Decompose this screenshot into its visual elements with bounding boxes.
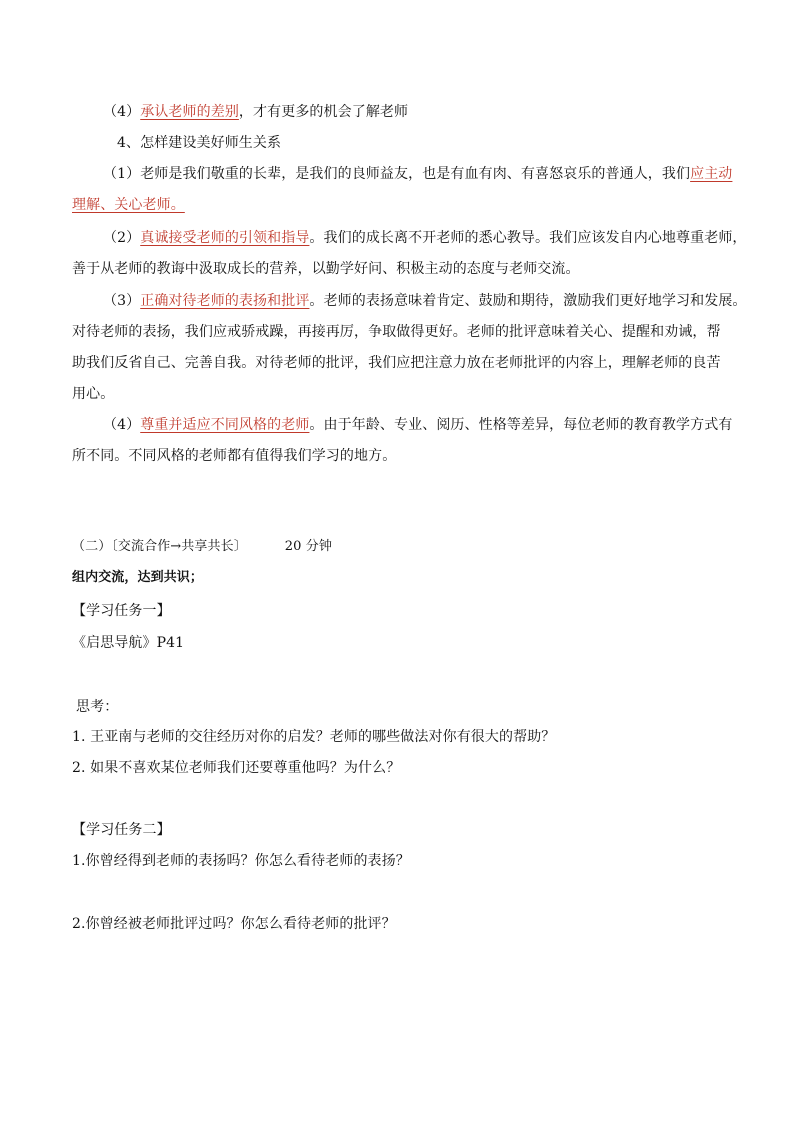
point-3-line-1 <box>103 291 747 311</box>
part-two-time: 20 分钟 <box>284 539 332 554</box>
point-1-line-1 <box>103 164 732 184</box>
section-heading: 4、怎样建设美好师生关系 <box>117 135 282 151</box>
point-4-line-2: 所不同。不同风格的老师都有值得我们学习的地方。 <box>72 448 397 464</box>
task-2-question-1: 1.你曾经得到老师的表扬吗？你怎么看待老师的表扬？ <box>72 853 410 869</box>
prev-item-4 <box>103 102 408 122</box>
task-1-reference: 《启思导航》P41 <box>72 635 185 651</box>
task-2-question-2: 2.你曾经被老师批评过吗？你怎么看待老师的批评？ <box>72 916 396 932</box>
task-2-title: 【学习任务二】 <box>72 822 171 838</box>
task-1-question-1: 1. 王亚南与老师的交往经历对你的启发？老师的哪些做法对你有很大的帮助？ <box>72 729 556 745</box>
point-4-rest: 。由于年龄、专业、阅历、性格等差异，每位老师的教育教学方式有 <box>309 417 733 433</box>
group-note: 组内交流，达到共识； <box>72 570 204 585</box>
point-4-highlight: 尊重并适应不同风格的老师 <box>140 417 310 433</box>
task-1-think-label: 思考： <box>76 699 119 715</box>
point-1-text: （1）老师是我们敬重的长辈，是我们的良师益友，也是有血有肉、有喜怒哀乐的普通人，我们 <box>103 166 691 182</box>
task-1-title: 【学习任务一】 <box>72 603 171 619</box>
point-3-highlight: 正确对待老师的表扬和批评 <box>140 293 310 309</box>
point-3-prefix: （3） <box>103 293 141 309</box>
point-4-line-1 <box>103 415 732 435</box>
point-1-line-2 <box>72 195 185 215</box>
task-1-question-2: 2. 如果不喜欢某位老师我们还要尊重他吗？为什么？ <box>72 760 401 776</box>
point-1-highlight-a: 应主动 <box>690 166 733 182</box>
prev-item-4-highlight: 承认老师的差别 <box>140 104 239 120</box>
part-two-label: （二）〔交流合作→共享共长〕 <box>72 539 247 554</box>
point-4-prefix: （4） <box>103 417 141 433</box>
point-3-line-4: 用心。 <box>72 386 115 402</box>
point-2-line-1 <box>103 228 747 248</box>
part-two-header <box>72 537 332 557</box>
point-2-prefix: （2） <box>103 230 141 246</box>
prev-item-4-prefix: （4） <box>103 104 141 120</box>
point-1-highlight-b: 理解、关心老师。 <box>72 197 185 213</box>
point-2-line-2: 善于从老师的教诲中汲取成长的营养，以勤学好问、积极主动的态度与老师交流。 <box>72 261 580 277</box>
point-2-highlight: 真诚接受老师的引领和指导 <box>140 230 310 246</box>
point-2-rest: 。我们的成长离不开老师的悉心教导。我们应该发自内心地尊重老师， <box>309 230 747 246</box>
point-3-line-3: 助我们反省自己、完善自我。对待老师的批评，我们应把注意力放在老师批评的内容上，理解老师的良苦 <box>72 355 721 371</box>
point-3-rest: 。老师的表扬意味着肯定、鼓励和期待，激励我们更好地学习和发展。 <box>309 293 747 309</box>
prev-item-4-rest: ，才有更多的机会了解老师 <box>238 104 409 120</box>
point-3-line-2: 对待老师的表扬，我们应戒骄戒躁，再接再厉，争取做得更好。老师的批评意味着关心、提醒和劝诫，帮 <box>72 324 721 340</box>
